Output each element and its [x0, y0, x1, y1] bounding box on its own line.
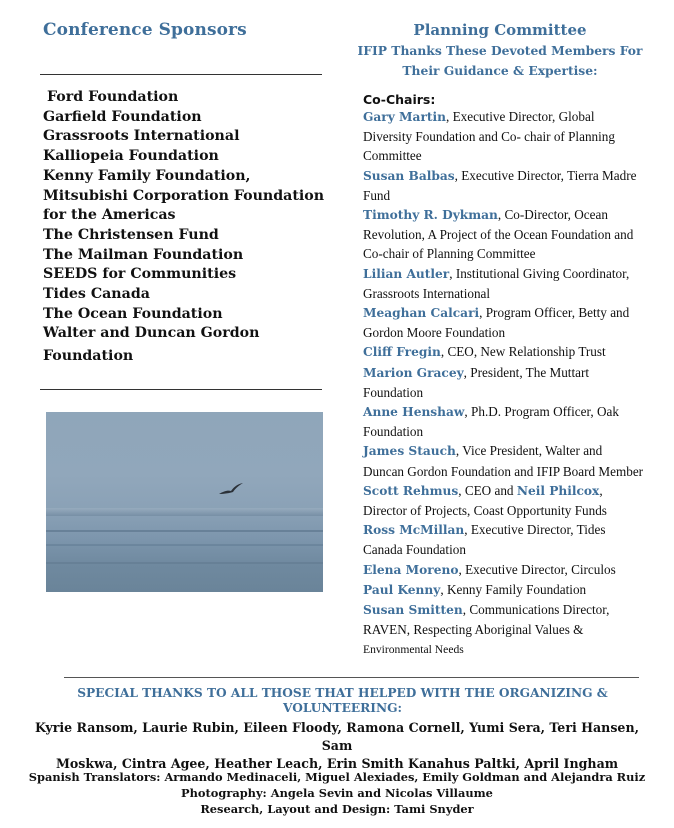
- subheading-line: Their Guidance & Expertise:: [402, 63, 598, 78]
- cochairs-label: Co-Chairs:: [363, 92, 436, 107]
- member-role: , Executive Director, Tierra Madre Fund: [363, 167, 637, 203]
- committee-member: [363, 264, 645, 303]
- volunteer-line: Kyrie Ransom, Laurie Rubin, Eileen Floody, Ramona Cornell, Yumi Sera, Teri Hansen, Sam: [35, 720, 639, 753]
- sponsor-list: [43, 88, 328, 367]
- volunteer-line: Moskwa, Cintra Agee, Heather Leach, Erin Smith Kanahus Paltki, April Ingham: [55, 756, 619, 771]
- committee-heading: Planning Committee: [413, 21, 587, 39]
- committee-member: [363, 363, 645, 402]
- member-name: James Stauch: [363, 444, 456, 459]
- committee-member: [363, 402, 645, 441]
- sponsor-item: for the Americas: [43, 207, 176, 224]
- member-role: , Communications Director, RAVEN, Respecting Aboriginal Values &: [363, 602, 610, 638]
- sponsor-item: Tides Canada: [43, 286, 150, 303]
- sponsors-top-divider: [40, 74, 322, 75]
- member-role: , Executive Director, Global Diversity Foundation and Co- chair of Planning Committee: [363, 109, 615, 164]
- photo-horizon: [46, 508, 323, 516]
- member-role: Environmental Needs: [363, 643, 464, 657]
- committee-member: [363, 166, 645, 205]
- bird-over-sea-photo: [46, 412, 323, 592]
- photo-wave: [46, 530, 323, 532]
- member-role: , Director of Projects, Coast Opportunity Funds: [363, 482, 607, 519]
- sponsors-heading: Conference Sponsors: [43, 20, 247, 40]
- committee-member-list: [363, 107, 645, 660]
- committee-subheading: [355, 41, 645, 81]
- member-role: , Kenny Family Foundation: [440, 581, 587, 597]
- subheading-line: IFIP Thanks These Devoted Members For: [357, 43, 643, 58]
- member-role: , Vice President, Walter and Duncan Gordon Foundation and IFIP Board Member: [363, 443, 644, 479]
- sponsor-item: Ford Foundation: [47, 89, 179, 105]
- thanks-divider: [64, 677, 639, 678]
- member-name: Susan Smitten: [363, 603, 463, 618]
- volunteer-names: [20, 719, 654, 773]
- member-role: , Co-Director, Ocean Revolution, A Project of the Ocean Foundation and Co-chair of Planning Committee: [363, 207, 634, 262]
- special-thanks-heading: [60, 686, 625, 716]
- photo-wave: [46, 562, 323, 564]
- member-role: , Ph.D. Program Officer, Oak Foundation: [363, 404, 619, 440]
- member-role: , President, The Muttart Foundation: [363, 364, 590, 400]
- sponsor-item: Garfield Foundation: [43, 108, 202, 125]
- thanks-heading-line: SPECIAL THANKS TO ALL THOSE THAT HELPED WITH THE ORGANIZING &: [77, 686, 608, 700]
- committee-member: [363, 580, 645, 600]
- sponsor-item: The Christensen Fund: [43, 226, 219, 243]
- photography-credit: Photography: Angela Sevin and Nicolas Villaume: [181, 786, 493, 800]
- bird-icon: [218, 482, 244, 496]
- committee-member: [363, 600, 645, 660]
- photo-wave: [46, 544, 323, 546]
- sponsor-item: Kenny Family Foundation,: [43, 167, 251, 184]
- sponsor-item: Kalliopeia Foundation: [43, 148, 219, 165]
- member-name: Marion Gracey: [363, 365, 464, 380]
- sponsor-item: The Mailman Foundation: [43, 246, 244, 263]
- member-name: Lilian Autler: [363, 266, 450, 281]
- member-role: , CEO and: [458, 482, 517, 498]
- committee-member: [363, 520, 645, 559]
- committee-member: [363, 303, 645, 342]
- translators-credit: Spanish Translators: Armando Medinaceli, Miguel Alexiades, Emily Goldman and Alejandra Ruiz: [28, 770, 646, 784]
- member-role: , CEO, New Relationship Trust: [440, 344, 606, 360]
- sponsor-item: Mitsubishi Corporation Foundation: [43, 187, 325, 204]
- member-name: Paul Kenny: [363, 582, 441, 597]
- member-role: , Program Officer, Betty and Gordon Moore Foundation: [363, 305, 630, 341]
- sponsor-item: The Ocean Foundation: [43, 305, 223, 322]
- member-role: , Institutional Giving Coordinator, Grassroots International: [363, 265, 630, 301]
- committee-member: [363, 441, 645, 480]
- member-name: Gary Martin: [363, 110, 446, 124]
- sponsor-item: Walter and Duncan Gordon: [43, 325, 260, 342]
- member-name: Susan Balbas: [363, 168, 455, 183]
- member-name: Scott Rehmus: [363, 483, 459, 498]
- member-name: Timothy R. Dykman: [363, 208, 498, 223]
- sponsor-item: Foundation: [43, 348, 134, 365]
- sponsor-item: Grassroots International: [43, 128, 240, 145]
- sponsor-item: SEEDS for Communities: [43, 266, 237, 283]
- member-role: , Executive Director, Tides Canada Foundation: [363, 522, 606, 558]
- member-name: Neil Philcox: [516, 483, 600, 498]
- member-name: Meaghan Calcari: [363, 306, 480, 321]
- committee-member: [363, 481, 645, 520]
- member-name: Anne Henshaw: [363, 405, 465, 420]
- committee-member: [363, 107, 645, 166]
- member-name: Cliff Fregin: [363, 345, 441, 360]
- committee-member: [363, 342, 645, 362]
- member-name: Ross McMillan: [363, 523, 465, 538]
- member-role: , Executive Director, Circulos: [458, 561, 616, 577]
- committee-member: [363, 205, 645, 264]
- member-name: Elena Moreno: [363, 562, 459, 577]
- credits: [20, 769, 654, 817]
- committee-member: [363, 560, 645, 580]
- thanks-heading-line: VOLUNTEERING:: [282, 701, 403, 715]
- design-credit: Research, Layout and Design: Tami Snyder: [200, 802, 474, 816]
- sponsors-bottom-divider: [40, 389, 322, 390]
